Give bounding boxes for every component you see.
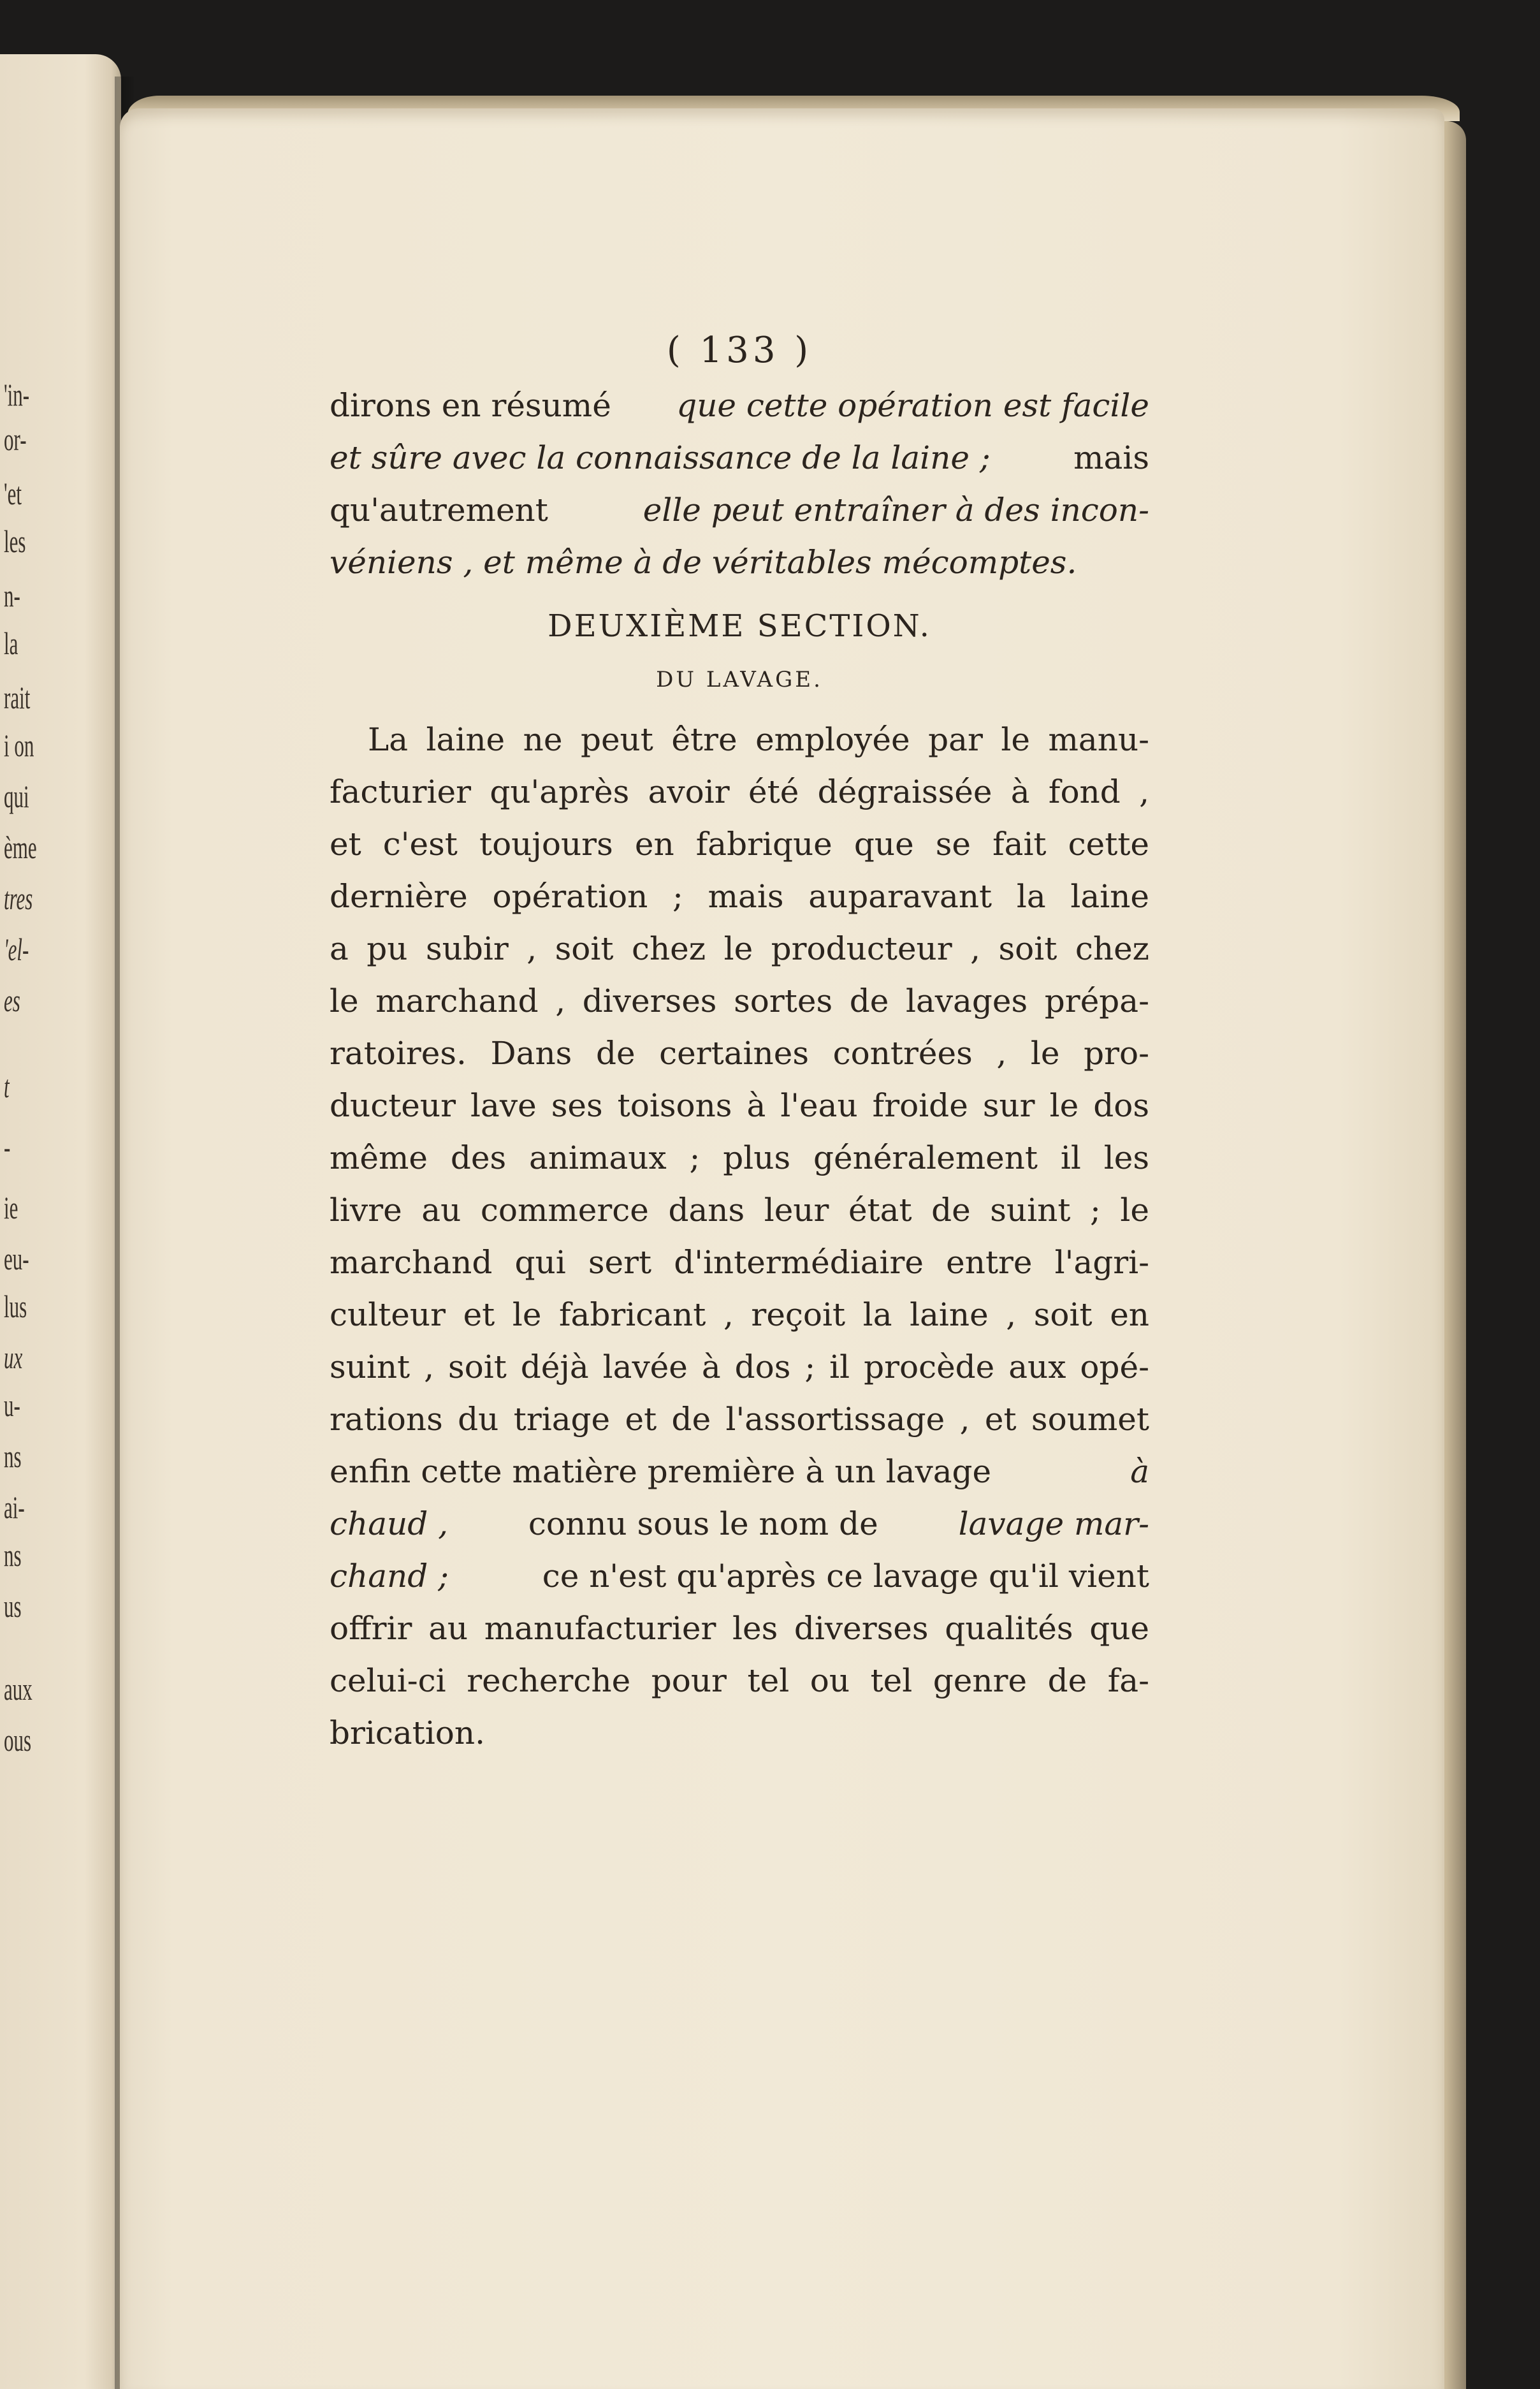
text-line (330, 870, 1149, 923)
previous-page-fragment: eu- (4, 1241, 29, 1276)
text-segment: même des animaux ; plus généralement il les (330, 1139, 1149, 1176)
text-line (330, 818, 1149, 870)
page-number: ( 133 ) (666, 330, 813, 371)
previous-page-fragment: 'el- (4, 931, 29, 967)
text-segment: dernière opération ; mais auparavant la laine (330, 878, 1149, 915)
previous-page-fragment: es (4, 983, 20, 1018)
previous-page-fragment: ous (4, 1722, 32, 1758)
text-segment: facturier qu'après avoir été dégraissée à fond , (330, 773, 1149, 810)
previous-page-fragment: aux (4, 1671, 33, 1707)
previous-page-fragment: n- (4, 578, 20, 613)
previous-page-fragment: i on (4, 727, 34, 763)
text-segment: dirons en résumé (330, 387, 611, 424)
text-line (330, 1707, 1149, 1759)
previous-page-fragment: ux (4, 1340, 23, 1375)
text-segment: ratoires. Dans de certaines contrées , le pro- (330, 1035, 1149, 1072)
text-line (330, 713, 1149, 766)
previous-page-fragment: ai- (4, 1489, 25, 1525)
italic-text: véniens , et même à de véritables mécomptes. (330, 544, 1077, 581)
text-segment: rations du triage et de l'assortissage , et soumet (330, 1401, 1149, 1438)
text-segment: culteur et le fabricant , reçoit la laine , soit en (330, 1296, 1149, 1333)
text-line (330, 766, 1149, 818)
text-line (330, 1550, 1149, 1602)
intro-paragraph (330, 379, 1149, 588)
previous-page-fragment: ème (4, 829, 37, 865)
text-line (330, 484, 1149, 536)
previous-page-fragment: rait (4, 680, 31, 715)
text-line (330, 432, 1149, 484)
text-segment: qu'autrement (330, 492, 548, 529)
italic-text: chaud , (330, 1505, 449, 1542)
italic-text: à (1130, 1453, 1149, 1490)
text-segment: ducteur lave ses toisons à l'eau froide sur le dos (330, 1087, 1149, 1124)
text-segment: enfin cette matière première à un lavage (330, 1453, 992, 1490)
text-line (330, 1655, 1149, 1707)
text-line (330, 1027, 1149, 1079)
text-segment: offrir au manufacturier les diverses qualités que (330, 1610, 1149, 1647)
italic-text: elle peut entraîner à des incon- (643, 492, 1149, 529)
text-segment: La laine ne peut être employée par le manu- (368, 721, 1149, 758)
text-line (330, 536, 1149, 588)
previous-page-fragment: la (4, 625, 18, 661)
text-line (330, 1341, 1149, 1393)
previous-page-fragment: tres (4, 880, 33, 916)
text-segment: suint , soit déjà lavée à dos ; il procède aux opé- (330, 1348, 1149, 1385)
text-line (330, 1602, 1149, 1655)
text-segment: brication. (330, 1714, 485, 1751)
text-line (330, 1393, 1149, 1445)
text-segment: a pu subir , soit chez le producteur , soit chez (330, 930, 1149, 967)
text-segment: et c'est toujours en fabrique que se fait cette (330, 826, 1149, 863)
previous-page-fragment: ie (4, 1190, 18, 1225)
previous-page (0, 54, 121, 2389)
text-line (330, 1289, 1149, 1341)
italic-text: chand ; (330, 1558, 449, 1595)
text-segment: marchand qui sert d'intermédiaire entre l'agri- (330, 1244, 1149, 1281)
text-segment: le marchand , diverses sortes de lavages prépa- (330, 983, 1149, 1019)
subsection-title: DU LAVAGE. (656, 667, 823, 692)
text-line (330, 1236, 1149, 1289)
text-segment: connu sous le nom de (528, 1505, 878, 1542)
previous-page-fragment: - (4, 1129, 11, 1165)
text-line (330, 1079, 1149, 1132)
italic-text: que cette opération est facile (676, 387, 1149, 424)
text-line (330, 1498, 1149, 1550)
body-paragraph (330, 713, 1149, 1759)
previous-page-fragment: ns (4, 1537, 22, 1573)
previous-page-fragment: qui (4, 778, 29, 814)
previous-page-fragment: 'et (4, 476, 22, 511)
previous-page-fragment: 'in- (4, 377, 30, 413)
section-title: DEUXIÈME SECTION. (548, 608, 931, 644)
previous-page-fragment: u- (4, 1387, 20, 1423)
previous-page-fragment: lus (4, 1289, 27, 1324)
previous-page-fragment: us (4, 1588, 22, 1624)
italic-text: et sûre avec la connaissance de la laine ; (330, 439, 991, 476)
previous-page-fragment: les (4, 523, 26, 559)
previous-page-fragment: t (4, 1069, 10, 1104)
previous-page-fragment: ns (4, 1438, 22, 1474)
text-segment: livre au commerce dans leur état de suint ; le (330, 1192, 1149, 1229)
text-line (330, 975, 1149, 1027)
text-line (330, 923, 1149, 975)
previous-page-fragment: or- (4, 421, 27, 457)
text-line (330, 1184, 1149, 1236)
text-segment: mais (1073, 439, 1149, 476)
text-line (330, 379, 1149, 432)
text-line (330, 1445, 1149, 1498)
text-segment: celui-ci recherche pour tel ou tel genre de fa- (330, 1662, 1149, 1699)
page-text (330, 328, 1149, 1759)
italic-text: lavage mar- (958, 1505, 1149, 1542)
text-line (330, 1132, 1149, 1184)
text-segment: ce n'est qu'après ce lavage qu'il vient (542, 1558, 1149, 1595)
